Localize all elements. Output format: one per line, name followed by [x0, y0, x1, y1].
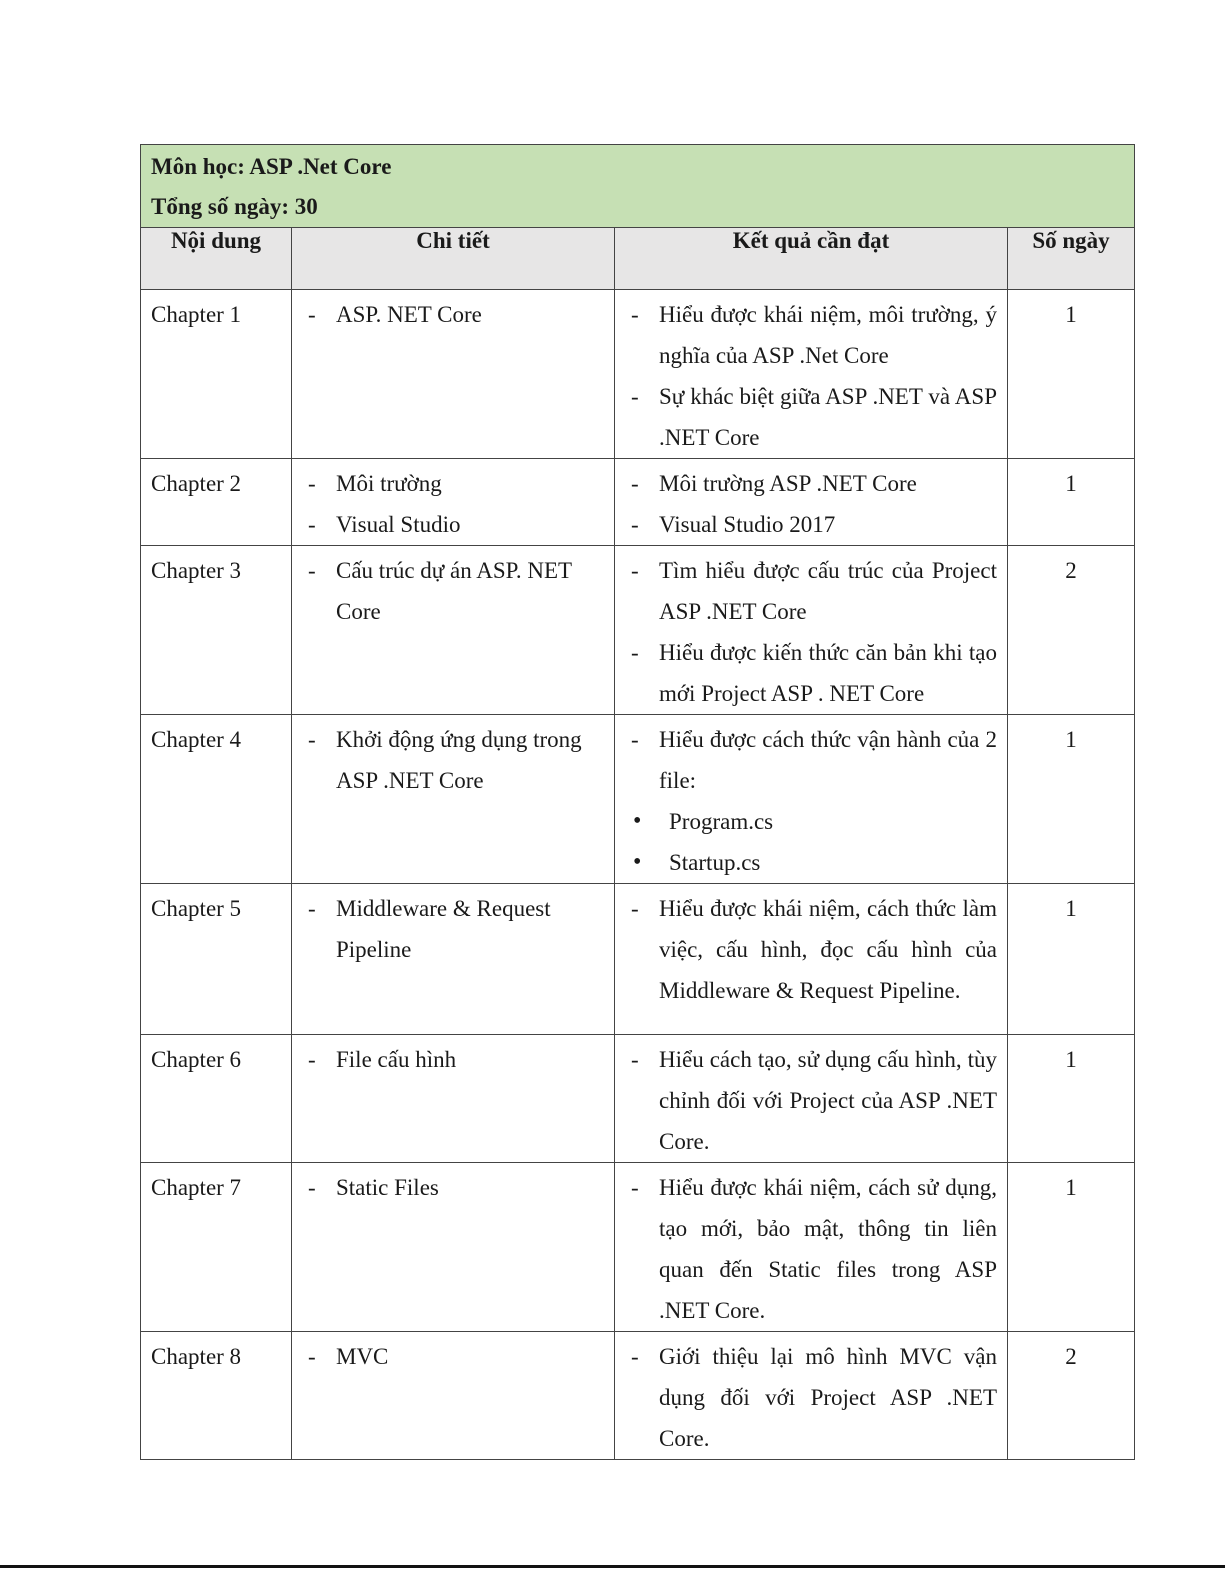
course-subject: Môn học: ASP .Net Core	[151, 154, 392, 179]
result-cell	[615, 884, 1008, 1035]
table-row	[141, 546, 1135, 715]
detail-cell	[292, 459, 615, 546]
table-row	[141, 290, 1135, 459]
detail-cell	[292, 1332, 615, 1460]
detail-item: - MVC	[308, 1336, 604, 1377]
chapter-cell: Chapter 7	[141, 1163, 292, 1332]
table-row	[141, 715, 1135, 884]
detail-cell	[292, 546, 615, 715]
result-cell	[615, 546, 1008, 715]
header-content: Nội dung	[141, 228, 292, 290]
result-cell	[615, 1332, 1008, 1460]
result-item: - Hiểu được khái niệm, môi trường, ý nghĩa của ASP .Net Core	[631, 294, 997, 376]
chapter-cell: Chapter 3	[141, 546, 292, 715]
days-cell: 2	[1008, 546, 1135, 715]
detail-item: - File cấu hình	[308, 1039, 604, 1080]
result-cell	[615, 290, 1008, 459]
course-total-days: Tổng số ngày: 30	[151, 194, 318, 219]
days-cell: 1	[1008, 1163, 1135, 1332]
detail-item: - Visual Studio	[308, 504, 604, 545]
result-item: - Hiểu được kiến thức căn bản khi tạo mới Project ASP . NET Core	[631, 632, 997, 714]
chapter-cell: Chapter 8	[141, 1332, 292, 1460]
result-item: - Giới thiệu lại mô hình MVC vận dụng đối với Project ASP .NET Core.	[631, 1336, 997, 1459]
result-item: - Hiểu được khái niệm, cách sử dụng, tạo mới, bảo mật, thông tin liên quan đến Static files trong ASP .NET Core.	[631, 1167, 997, 1331]
table-row	[141, 1332, 1135, 1460]
table-row	[141, 459, 1135, 546]
header-result: Kết quả cần đạt	[615, 228, 1008, 290]
result-cell	[615, 1035, 1008, 1163]
detail-item: - Môi trường	[308, 463, 604, 504]
chapter-cell: Chapter 4	[141, 715, 292, 884]
detail-item: - Cấu trúc dự án ASP. NET Core	[308, 550, 604, 632]
result-cell	[615, 715, 1008, 884]
detail-cell	[292, 290, 615, 459]
result-item: - Sự khác biệt giữa ASP .NET và ASP .NET Core	[631, 376, 997, 458]
table-row	[141, 884, 1135, 1035]
file-bullet-item: • Program.cs	[631, 801, 997, 842]
result-item: - Hiểu cách tạo, sử dụng cấu hình, tùy chỉnh đối với Project của ASP .NET Core.	[631, 1039, 997, 1162]
days-cell: 1	[1008, 459, 1135, 546]
course-title-cell	[141, 145, 1135, 228]
course-title-row	[141, 145, 1135, 228]
days-cell: 1	[1008, 715, 1135, 884]
header-days: Số ngày	[1008, 228, 1135, 290]
result-cell	[615, 1163, 1008, 1332]
page-bottom-rule	[0, 1565, 1225, 1568]
detail-item: - Middleware & Request Pipeline	[308, 888, 604, 970]
detail-cell	[292, 715, 615, 884]
chapter-cell: Chapter 2	[141, 459, 292, 546]
result-cell	[615, 459, 1008, 546]
syllabus-table	[140, 144, 1135, 1460]
result-item: - Visual Studio 2017	[631, 504, 997, 545]
detail-item: - ASP. NET Core	[308, 294, 604, 335]
days-cell: 1	[1008, 1035, 1135, 1163]
header-detail: Chi tiết	[292, 228, 615, 290]
detail-item: - Static Files	[308, 1167, 604, 1208]
result-item: - Tìm hiểu được cấu trúc của Project ASP .NET Core	[631, 550, 997, 632]
detail-cell	[292, 884, 615, 1035]
detail-cell	[292, 1035, 615, 1163]
chapter-cell: Chapter 1	[141, 290, 292, 459]
days-cell: 1	[1008, 884, 1135, 1035]
table-row	[141, 1163, 1135, 1332]
detail-cell	[292, 1163, 615, 1332]
file-bullet-item: • Startup.cs	[631, 842, 997, 883]
result-item: - Môi trường ASP .NET Core	[631, 463, 997, 504]
header-row	[141, 228, 1135, 290]
chapter-cell: Chapter 5	[141, 884, 292, 1035]
chapter-cell: Chapter 6	[141, 1035, 292, 1163]
result-item: - Hiểu được cách thức vận hành của 2 file:	[631, 719, 997, 801]
days-cell: 2	[1008, 1332, 1135, 1460]
detail-item: - Khởi động ứng dụng trong ASP .NET Core	[308, 719, 604, 801]
table-row	[141, 1035, 1135, 1163]
days-cell: 1	[1008, 290, 1135, 459]
result-item: - Hiểu được khái niệm, cách thức làm việc, cấu hình, đọc cấu hình của Middleware & Request Pipeline.	[631, 888, 997, 1011]
